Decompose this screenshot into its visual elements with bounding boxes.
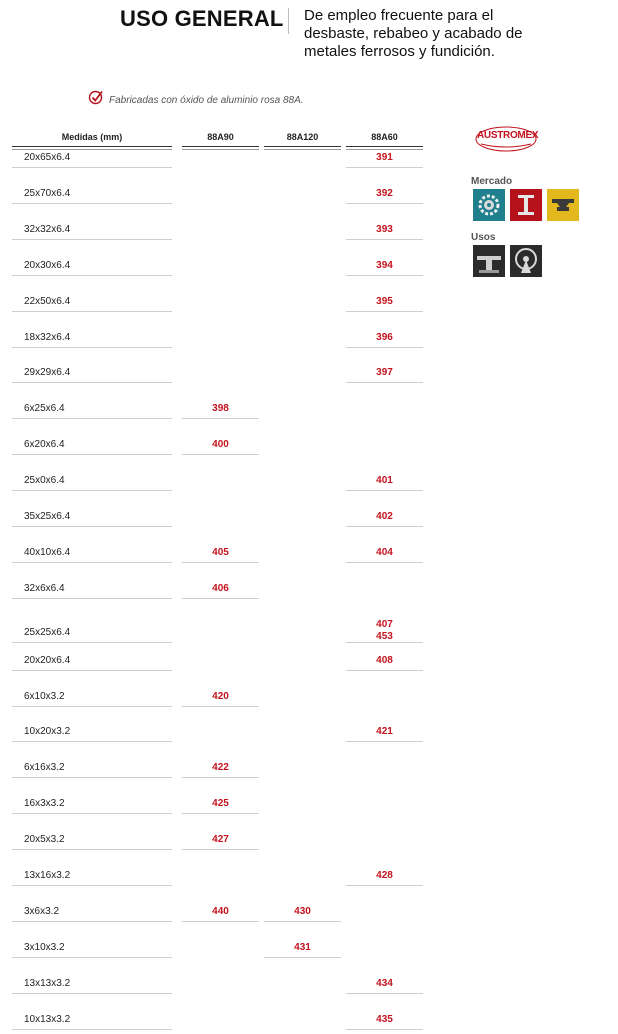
row-divider: [12, 957, 172, 958]
note-text: Fabricadas con óxido de aluminio rosa 88A.: [109, 95, 304, 106]
header-rule: [12, 146, 172, 147]
cell-88a120: 431: [294, 942, 311, 953]
row-divider: [346, 490, 423, 491]
row-divider: [182, 813, 259, 814]
cell-medida: 6x20x6.4: [24, 439, 65, 450]
header-rule: [346, 149, 423, 150]
row-divider: [12, 849, 172, 850]
header-rule: [346, 146, 423, 147]
row-divider: [346, 642, 423, 643]
cell-medida: 35x25x6.4: [24, 511, 71, 522]
cell-medida: 20x65x6.4: [24, 152, 71, 163]
title-divider: [288, 8, 289, 34]
cell-medida: 20x20x6.4: [24, 655, 71, 666]
row-divider: [12, 347, 172, 348]
row-divider: [182, 418, 259, 419]
cell-medida: 25x25x6.4: [24, 627, 71, 638]
cell-medida: 6x10x3.2: [24, 691, 65, 702]
row-divider: [12, 490, 172, 491]
header-rule: [264, 146, 341, 147]
cell-88a60: 408: [376, 655, 393, 666]
row-divider: [12, 167, 172, 168]
row-divider: [346, 1029, 423, 1030]
cell-88a90: 406: [212, 583, 229, 594]
column-header-medidas: Medidas (mm): [61, 132, 123, 142]
checkmark-circle-icon: [88, 89, 104, 105]
cell-88a60: 407: [376, 619, 393, 630]
mercado-title: Mercado: [471, 176, 513, 187]
cell-medida: 20x30x6.4: [24, 260, 71, 271]
row-divider: [182, 921, 259, 922]
page-title: USO GENERAL: [120, 6, 284, 31]
row-divider: [12, 203, 172, 204]
steel-beam-icon: [510, 189, 542, 221]
row-divider: [12, 598, 172, 599]
row-divider: [346, 347, 423, 348]
cell-medida: 22x50x6.4: [24, 296, 71, 307]
row-divider: [12, 921, 172, 922]
header-rule: [12, 149, 172, 150]
cell-88a90: 400: [212, 439, 229, 450]
row-divider: [346, 670, 423, 671]
cell-medida: 32x32x6.4: [24, 224, 71, 235]
row-divider: [12, 706, 172, 707]
row-divider: [12, 454, 172, 455]
row-divider: [346, 311, 423, 312]
row-divider: [182, 562, 259, 563]
row-divider: [12, 670, 172, 671]
cell-88a60: 395: [376, 296, 393, 307]
cell-88a60: 453: [376, 631, 393, 642]
row-divider: [12, 311, 172, 312]
row-divider: [12, 275, 172, 276]
row-divider: [182, 598, 259, 599]
row-divider: [12, 813, 172, 814]
cell-88a60: 391: [376, 152, 393, 163]
cell-88a60: 404: [376, 547, 393, 558]
row-divider: [346, 382, 423, 383]
cell-medida: 3x10x3.2: [24, 942, 65, 953]
cell-88a60: 421: [376, 726, 393, 737]
cell-medida: 18x32x6.4: [24, 332, 71, 343]
grinding-wheel-icon: [510, 245, 542, 277]
cell-medida: 40x10x6.4: [24, 547, 71, 558]
row-divider: [12, 642, 172, 643]
cell-88a90: 425: [212, 798, 229, 809]
cell-88a60: 428: [376, 870, 393, 881]
cell-88a90: 440: [212, 906, 229, 917]
cell-medida: 25x70x6.4: [24, 188, 71, 199]
row-divider: [346, 993, 423, 994]
cell-88a90: 420: [212, 691, 229, 702]
anvil-icon: [547, 189, 579, 221]
cell-medida: 16x3x3.2: [24, 798, 65, 809]
cell-88a90: 398: [212, 403, 229, 414]
page-description: De empleo frecuente para el desbaste, rebabeo y acabado de metales ferrosos y fundición.: [304, 7, 523, 60]
row-divider: [182, 706, 259, 707]
row-divider: [12, 777, 172, 778]
header-rule: [264, 149, 341, 150]
cell-medida: 10x13x3.2: [24, 1014, 71, 1025]
row-divider: [12, 418, 172, 419]
cell-88a120: 430: [294, 906, 311, 917]
row-divider: [346, 741, 423, 742]
row-divider: [346, 885, 423, 886]
row-divider: [12, 526, 172, 527]
cell-88a60: 402: [376, 511, 393, 522]
header-rule: [182, 149, 259, 150]
welding-beam-icon: [473, 245, 505, 277]
cell-medida: 13x16x3.2: [24, 870, 71, 881]
cell-medida: 6x25x6.4: [24, 403, 65, 414]
row-divider: [346, 526, 423, 527]
cell-88a60: 392: [376, 188, 393, 199]
cell-medida: 3x6x3.2: [24, 906, 60, 917]
row-divider: [12, 993, 172, 994]
row-divider: [12, 1029, 172, 1030]
row-divider: [264, 957, 341, 958]
cell-medida: 32x6x6.4: [24, 583, 65, 594]
cell-medida: 13x13x3.2: [24, 978, 71, 989]
cell-medida: 10x20x3.2: [24, 726, 71, 737]
cell-medida: 29x29x6.4: [24, 367, 71, 378]
column-header-88a120: 88A120: [286, 132, 319, 142]
row-divider: [346, 239, 423, 240]
cell-88a60: 434: [376, 978, 393, 989]
cell-88a60: 397: [376, 367, 393, 378]
cell-88a90: 427: [212, 834, 229, 845]
column-header-88a90: 88A90: [207, 132, 234, 142]
row-divider: [346, 167, 423, 168]
row-divider: [182, 777, 259, 778]
cell-medida: 25x0x6.4: [24, 475, 65, 486]
cell-88a90: 405: [212, 547, 229, 558]
row-divider: [12, 885, 172, 886]
cell-88a60: 396: [376, 332, 393, 343]
row-divider: [182, 454, 259, 455]
row-divider: [264, 921, 341, 922]
cell-88a90: 422: [212, 762, 229, 773]
row-divider: [346, 275, 423, 276]
column-header-88a60: 88A60: [371, 132, 398, 142]
header-rule: [182, 146, 259, 147]
row-divider: [12, 382, 172, 383]
cell-medida: 20x5x3.2: [24, 834, 65, 845]
row-divider: [346, 562, 423, 563]
usos-title: Usos: [471, 232, 496, 243]
cell-88a60: 435: [376, 1014, 393, 1025]
cell-medida: 6x16x3.2: [24, 762, 65, 773]
cell-88a60: 393: [376, 224, 393, 235]
row-divider: [12, 741, 172, 742]
row-divider: [182, 849, 259, 850]
gear-industry-icon: [473, 189, 505, 221]
cell-88a60: 394: [376, 260, 393, 271]
row-divider: [12, 562, 172, 563]
row-divider: [346, 203, 423, 204]
row-divider: [12, 239, 172, 240]
logo-text: AUSTROMEX: [477, 130, 539, 141]
cell-88a60: 401: [376, 475, 393, 486]
